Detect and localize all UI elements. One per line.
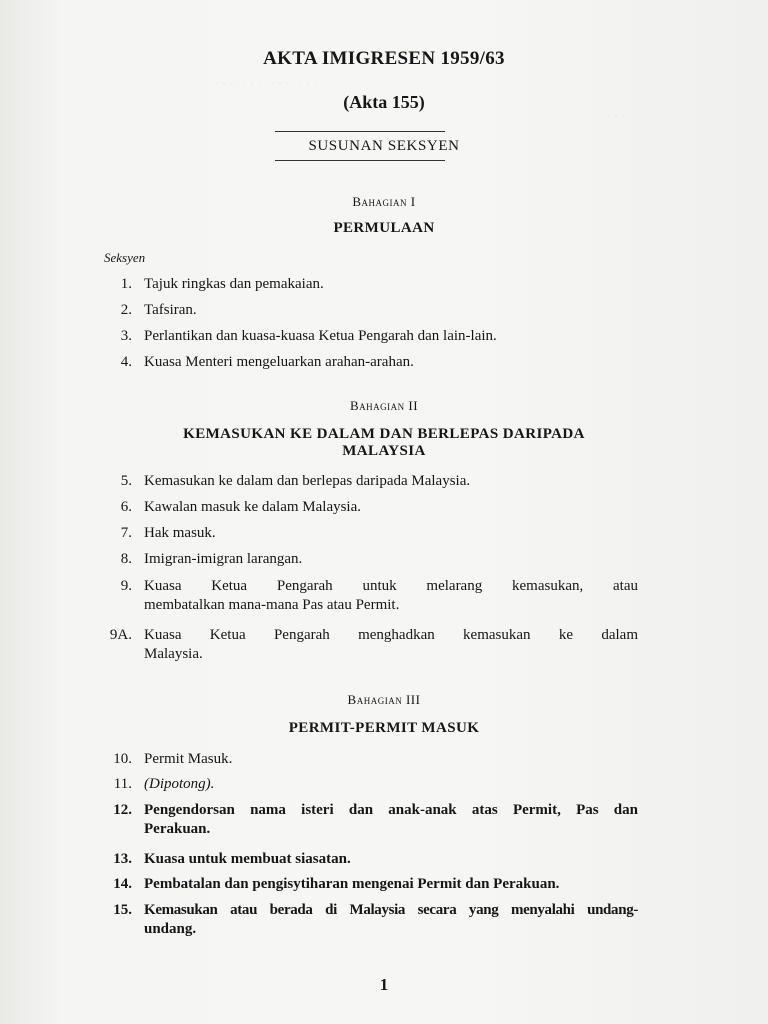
document-subtitle: (Akta 155)	[343, 92, 425, 112]
section-title: (Dipotong).	[144, 776, 215, 792]
section-number: 14.	[113, 876, 132, 892]
section-number: 15.	[113, 902, 132, 918]
section-item	[102, 626, 642, 666]
section-title-line: Kuasa Ketua Pengarah menghadkan kemasukan ke dalam	[144, 627, 638, 643]
section-item	[102, 353, 642, 373]
section-title: Imigran-imigran larangan.	[144, 551, 303, 567]
section-number: 5.	[120, 473, 132, 489]
section-item	[102, 850, 642, 870]
section-title: Kuasa Menteri mengeluarkan arahan-arahan.	[144, 354, 414, 370]
part-heading: PERMULAAN	[333, 220, 435, 236]
section-title-line: Kemasukan atau berada di Malaysia secara yang menyalahi undang-	[144, 902, 638, 918]
section-item	[102, 275, 642, 295]
show-through-text: · · · · · · · · · · · · · · · ·	[215, 76, 324, 90]
section-title-line: undang.	[144, 921, 197, 937]
section-title: Tafsiran.	[144, 302, 197, 318]
section-title-line: Malaysia.	[144, 646, 203, 662]
section-title: Hak masuk.	[144, 525, 216, 541]
section-number: 12.	[113, 802, 132, 818]
section-number: 8.	[120, 551, 132, 567]
arrangement-heading: SUSUNAN SEKSYEN	[308, 138, 460, 154]
section-number: 11.	[113, 776, 132, 792]
show-through-text: · · · ·	[600, 108, 625, 122]
section-title-line: Kuasa Ketua Pengarah untuk melarang kemasukan, atau	[144, 578, 638, 594]
section-title: Permit Masuk.	[144, 751, 233, 767]
section-number: 2.	[120, 302, 132, 318]
section-item	[102, 524, 642, 544]
section-number: 3.	[120, 328, 132, 344]
section-item	[102, 801, 642, 841]
section-title: Kawalan masuk ke dalam Malaysia.	[144, 499, 362, 515]
section-number: 9A.	[109, 627, 132, 643]
section-number: 10.	[113, 751, 132, 767]
section-number: 1.	[120, 276, 132, 292]
divider-bottom	[275, 160, 445, 161]
divider-top	[275, 131, 445, 132]
section-number: 7.	[120, 525, 132, 541]
part-label: Bahagian III	[347, 692, 421, 707]
part-heading-line: KEMASUKAN KE DALAM DAN BERLEPAS DARIPADA	[183, 426, 585, 442]
section-item	[102, 327, 642, 347]
section-item	[102, 901, 642, 941]
section-item	[102, 550, 642, 570]
section-number: 6.	[120, 499, 132, 515]
section-item	[102, 301, 642, 321]
section-title-line: Perakuan.	[144, 821, 211, 837]
section-number: 4.	[120, 354, 132, 370]
section-title-line: Pengendorsan nama isteri dan anak-anak atas Permit, Pas dan	[144, 802, 638, 818]
section-number: 13.	[113, 851, 132, 867]
section-item	[102, 498, 642, 518]
part-label: Bahagian II	[349, 398, 419, 413]
section-title: Perlantikan dan kuasa-kuasa Ketua Pengarah dan lain-lain.	[144, 328, 497, 344]
section-title: Kemasukan ke dalam dan berlepas daripada Malaysia.	[144, 473, 471, 489]
document-title: AKTA IMIGRESEN 1959/63	[263, 48, 505, 69]
section-title: Tajuk ringkas dan pemakaian.	[144, 276, 324, 292]
section-title-line: membatalkan mana-mana Pas atau Permit.	[144, 597, 400, 613]
part-heading-line: MALAYSIA	[342, 443, 426, 459]
page-number: 1	[379, 975, 389, 994]
section-item	[102, 750, 642, 770]
section-item	[102, 775, 642, 795]
part-heading: PERMIT-PERMIT MASUK	[288, 720, 480, 736]
seksyen-label: Seksyen	[104, 250, 146, 265]
section-number: 9.	[120, 578, 132, 594]
section-title: Kuasa untuk membuat siasatan.	[144, 851, 351, 867]
part-label: Bahagian I	[352, 194, 416, 209]
section-item	[102, 577, 642, 617]
section-item	[102, 875, 642, 895]
section-title: Pembatalan dan pengisytiharan mengenai Permit dan Perakuan.	[144, 876, 560, 892]
section-item	[102, 472, 642, 492]
